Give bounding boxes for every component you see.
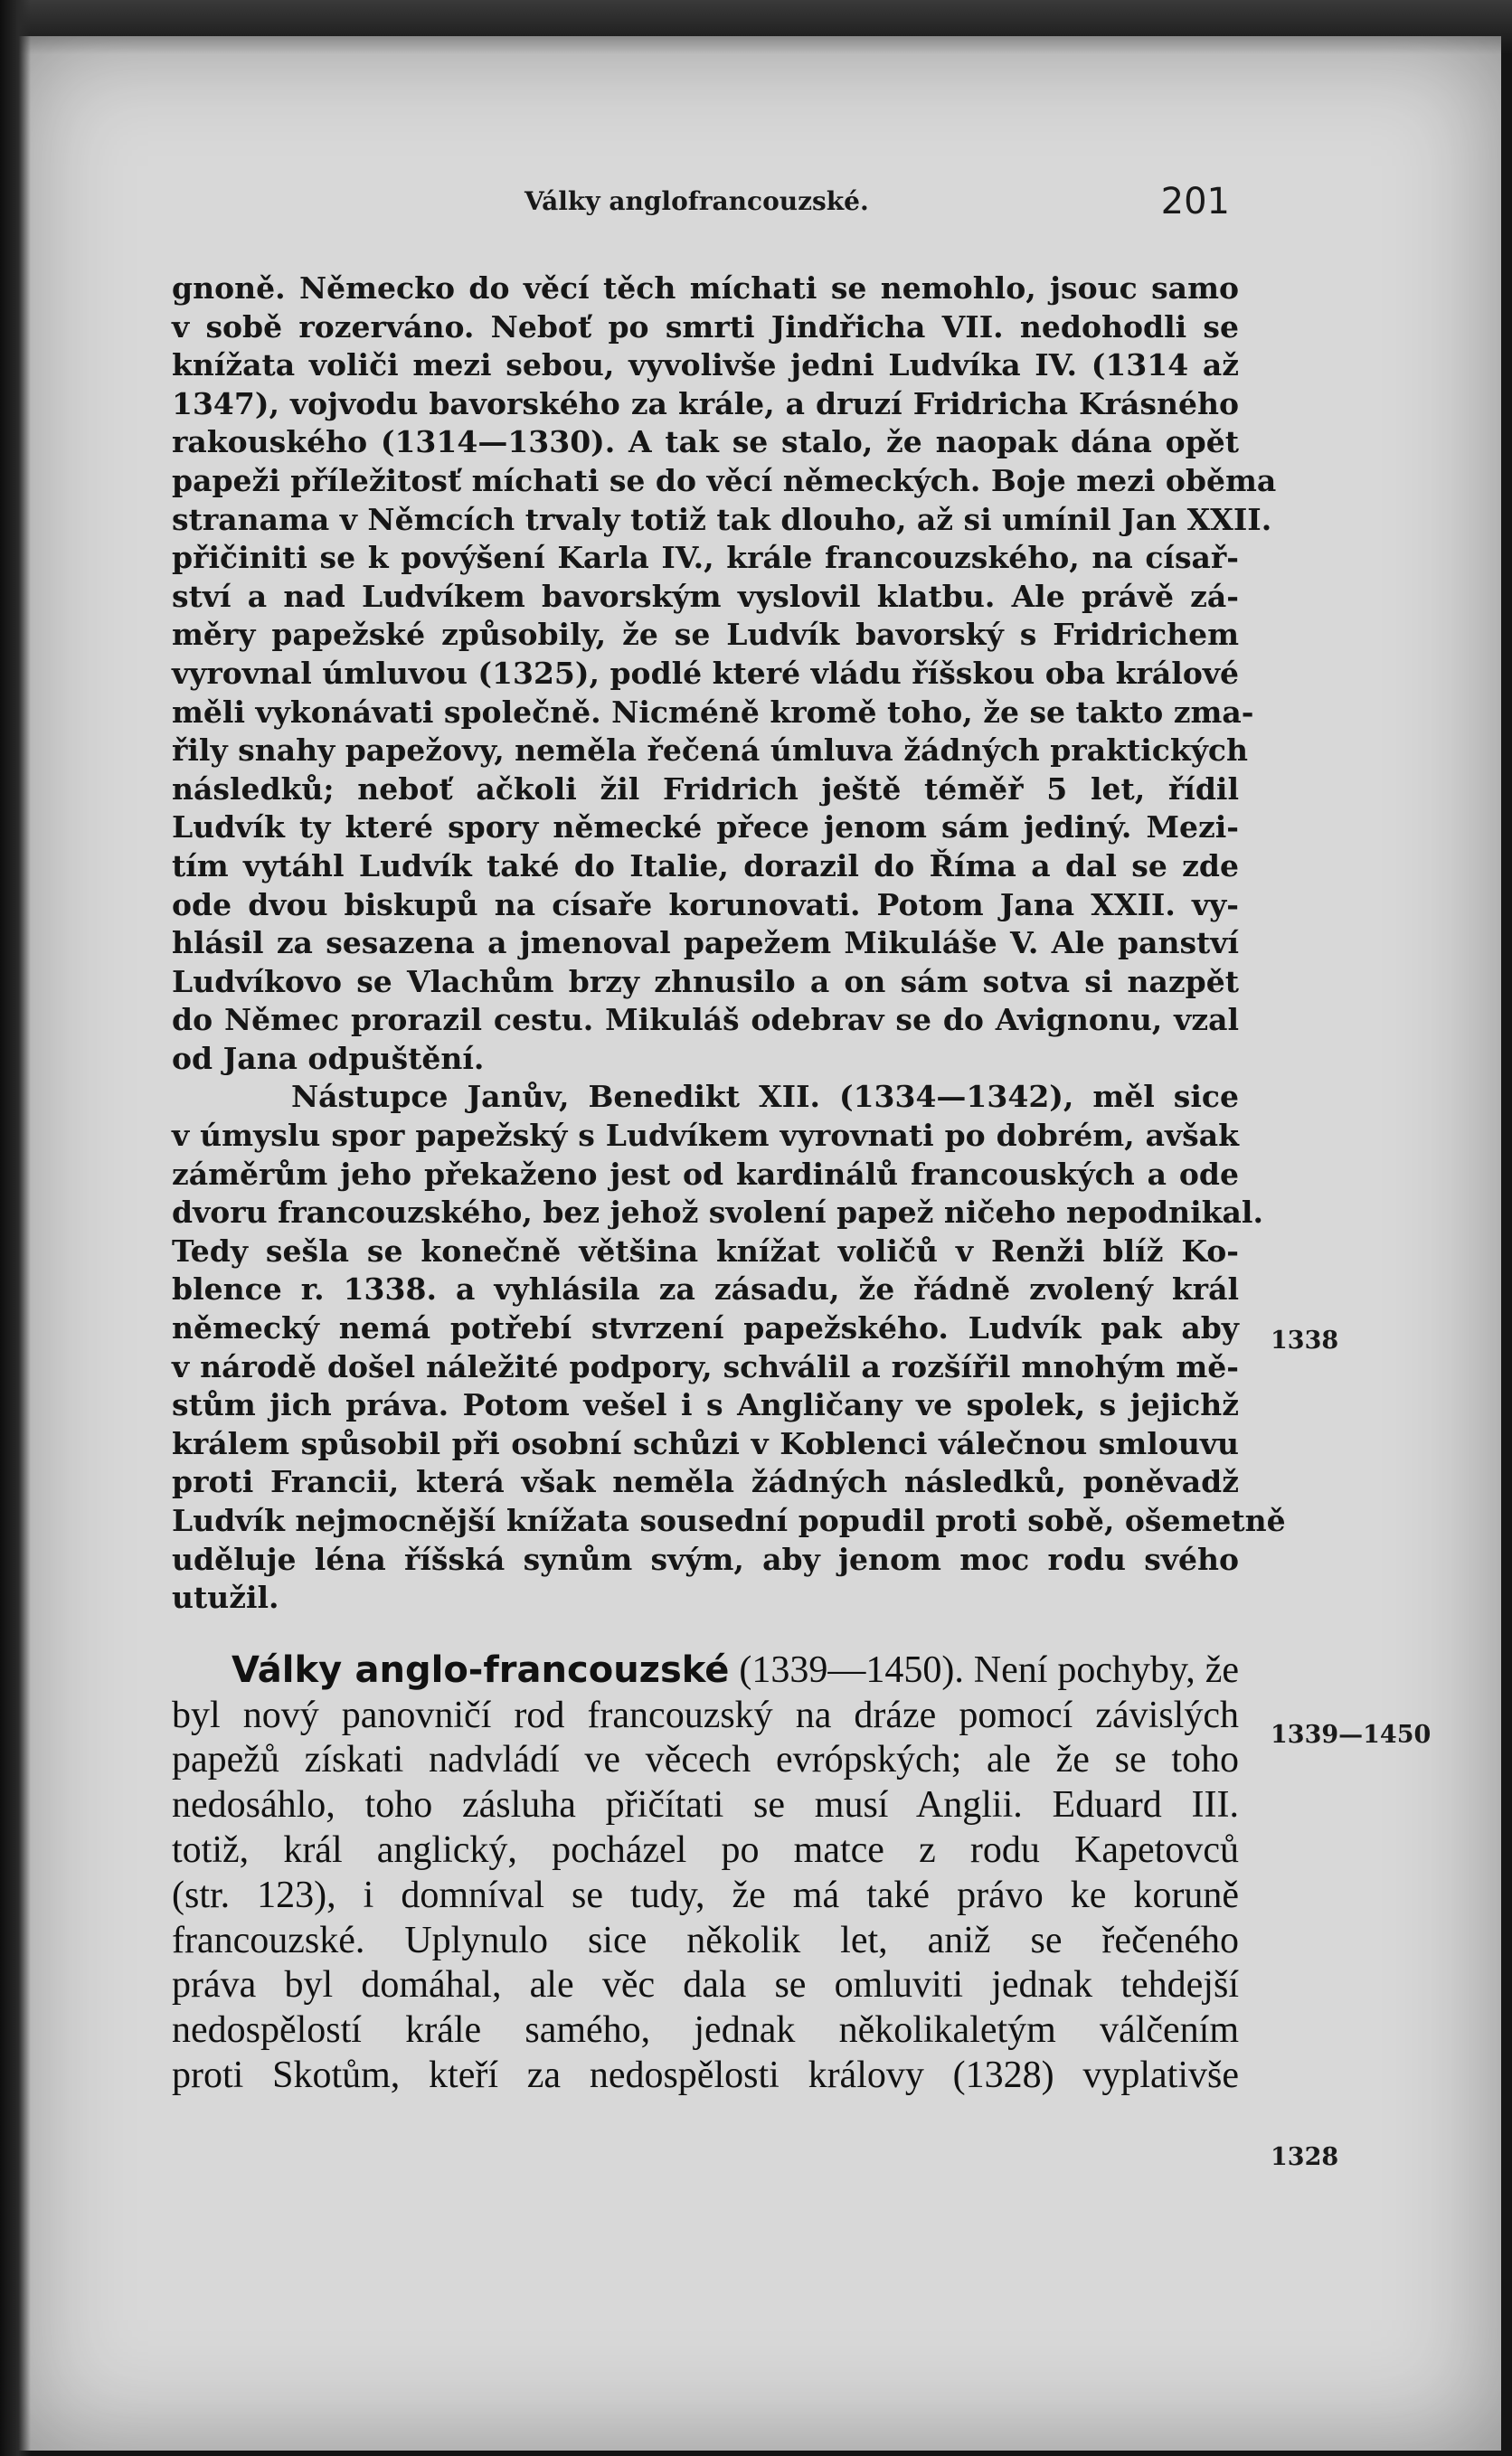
- text-line: totiž, král anglický, pocházel po matce z rodu Kapetovců: [172, 1828, 1239, 1871]
- text-line: stranama v Němcích trvaly totiž tak dlouho, až si umínil Jan XXII.: [172, 501, 1272, 537]
- text-line: přičiniti se k povýšení Karla IV., krále francouzského, na císař-: [172, 540, 1239, 576]
- text-line: do Němec prorazil cestu. Mikuláš odebrav se do Avignonu, vzal: [172, 1002, 1239, 1038]
- text-line: od Jana odpuštění.: [172, 1040, 485, 1076]
- top-edge-shadow: [0, 0, 1512, 54]
- text-line: následků; neboť ačkoli žil Fridrich ještě téměř 5 let, řídil: [172, 770, 1239, 807]
- text-line: Ludvíkovo se Vlachům brzy zhnusilo a on sám sotva si nazpět: [172, 963, 1239, 999]
- margin-note-1328: 1328: [1271, 2143, 1339, 2171]
- text-line: v sobě rozerváno. Neboť po smrti Jindřicha VII. nedohodli se: [172, 308, 1239, 345]
- text-line: Nástupce Janův, Benedikt XII. (1334—1342), měl sice: [291, 1079, 1239, 1115]
- text-line: 1347), vojvodu bavorského za krále, a druzí Fridricha Krásného: [172, 385, 1239, 421]
- text-line: ode dvou biskupů na císaře korunovati. Potom Jana XXII. vy-: [172, 886, 1239, 922]
- text-line: stům jich práva. Potom vešel i s Angličany ve spolek, s jejichž: [172, 1387, 1239, 1423]
- text-line: měry papežské způsobily, že se Ludvík bavorský s Fridrichem: [172, 617, 1239, 653]
- text-line: tím vytáhl Ludvík také do Italie, dorazil do Říma a dal se zde: [172, 847, 1239, 883]
- text-line: ství a nad Ludvíkem bavorským vyslovil klatbu. Ale právě zá-: [172, 578, 1239, 614]
- paragraph-anglo-french-wars: [172, 1648, 1239, 2099]
- paragraph-gap: [172, 1618, 1239, 1648]
- text-line: nedospělostí krále samého, jednak několikaletým válčením: [172, 2009, 1239, 2052]
- text-line: nedosáhlo, toho zásluha přičítati se musí Anglii. Eduard III.: [172, 1784, 1239, 1827]
- text-line: záměrům jeho překaženo jest od kardinálů francouských a ode: [172, 1156, 1239, 1192]
- text-line: francouzské. Uplynulo sice několik let, aniž se řečeného: [172, 1919, 1239, 1961]
- paragraph-ludvik: [172, 269, 1286, 1618]
- page-header: [524, 181, 1230, 235]
- text-line: papeži příležitosť míchati se do věcí německých. Boje mezi oběma: [172, 462, 1277, 498]
- text-line: uděluje léna říšská synům svým, aby jenom moc rodu svého: [172, 1541, 1239, 1577]
- text-line: v úmyslu spor papežský s Ludvíkem vyrovnati po dobrém, avšak: [172, 1118, 1239, 1154]
- margin-note-1339-1450: 1339—1450: [1271, 1721, 1432, 1749]
- text-line: blence r. 1338. a vyhlásila za zásadu, že řádně zvolený král: [172, 1271, 1239, 1308]
- page-number: 201: [1160, 181, 1230, 222]
- text-line: (str. 123), i domníval se tudy, že má také právo ke koruně: [172, 1874, 1239, 1916]
- heading-continuation: (1339—1450). Není pochyby, že: [729, 1648, 1239, 1691]
- running-title: Války anglofrancouzské.: [524, 186, 869, 216]
- text-line: proti Francii, která však neměla žádných následků, poněvadž: [172, 1464, 1239, 1500]
- text-line: řily snahy papežovy, neměla řečená úmluva žádných praktických: [172, 732, 1248, 769]
- text-line: Ludvík nejmocnější knížata sousední popudil proti sobě, ošemetně: [172, 1503, 1286, 1538]
- text-line: gnoně. Německo do věcí těch míchati se nemohlo, jsouc samo: [172, 270, 1239, 306]
- text-line: papežů získati nadvládí ve věcech evrópských; ale že se toho: [172, 1739, 1239, 1781]
- text-line: Ludvík ty které spory německé přece jenom sám jediný. Mezi-: [172, 809, 1239, 845]
- text-line: hlásil za sesazena a jmenoval papežem Mikuláše V. Ale panství: [172, 925, 1239, 961]
- section-heading: Války anglo-francouzské: [232, 1648, 730, 1691]
- text-line: proti Skotům, kteří za nedospělosti královy (1328) vyplativše: [172, 2054, 1239, 2096]
- text-line: německý nemá potřebí stvrzení papežského. Ludvík pak aby: [172, 1310, 1239, 1346]
- text-line: rakouského (1314—1330). A tak se stalo, že naopak dána opět: [172, 424, 1239, 460]
- text-line: dvoru francouzského, bez jehož svolení papež ničeho nepodnikal.: [172, 1195, 1263, 1231]
- text-line: utužil.: [172, 1580, 279, 1616]
- text-line: vyrovnal úmluvou (1325), podlé které vládu říšskou oba králové: [172, 655, 1240, 691]
- binding-shadow: [0, 0, 31, 2456]
- text-line: měli vykonávati společně. Nicméně kromě toho, že se takto zma-: [172, 694, 1254, 730]
- text-line: v národě došel náležité podpory, schválil a rozšířil mnohým mě-: [172, 1348, 1239, 1384]
- margin-note-1338: 1338: [1271, 1327, 1339, 1355]
- section-heading-line: [172, 1648, 1239, 1694]
- text-line: knížata voliči mezi sebou, vyvolivše jedni Ludvíka IV. (1314 až: [172, 347, 1239, 383]
- text-line: Tedy sešla se konečně většina knížat voličů v Renži blíž Ko-: [172, 1233, 1239, 1269]
- page-body: [172, 269, 1286, 2099]
- text-line: práva byl domáhal, ale věc dala se omluviti jednak tehdejší: [172, 1964, 1239, 2007]
- text-line: byl nový panovničí rod francouzský na dráze pomocí závislých: [172, 1694, 1239, 1736]
- text-line: králem spůsobil při osobní schůzi v Koblenci válečnou smlouvu: [172, 1425, 1239, 1461]
